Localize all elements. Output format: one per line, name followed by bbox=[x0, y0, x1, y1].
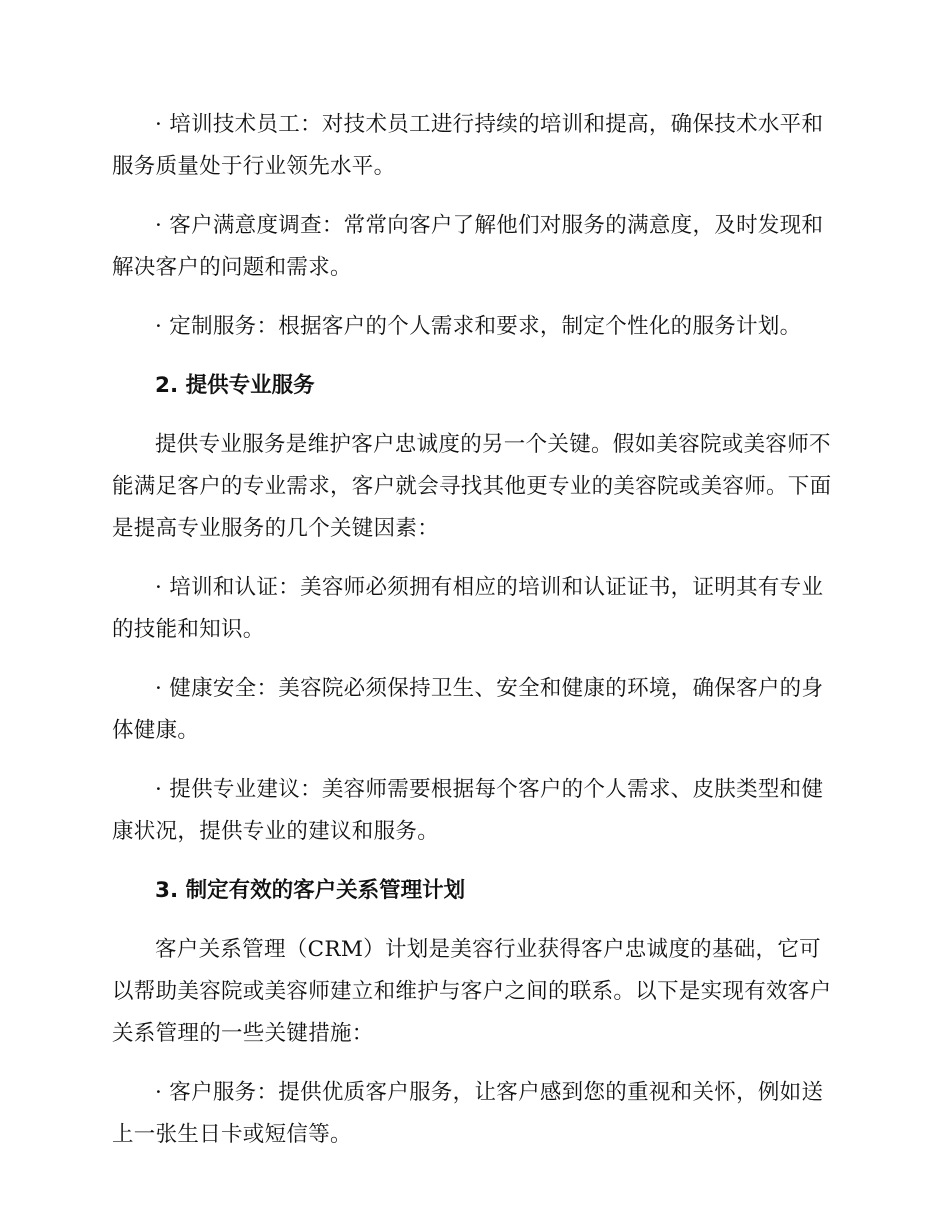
bullet-training-certification: · 培训和认证：美容师必须拥有相应的培训和认证证书，证明其有专业的技能和知识。 bbox=[112, 575, 824, 642]
paragraph-professional-service-intro: 提供专业服务是维护客户忠诚度的另一个关键。假如美容院或美容师不能满足客户的专业需求，客户就会寻找其他更专业的美容院或美容师。下面是提高专业服务的几个关键因素： bbox=[112, 432, 832, 541]
section-heading-professional-service: 2. 提供专业服务 bbox=[155, 373, 315, 398]
bullet-satisfaction-survey: · 客户满意度调查：常常向客户了解他们对服务的满意度，及时发现和解决客户的问题和需求。 bbox=[112, 213, 824, 280]
section-heading-crm-plan: 3. 制定有效的客户关系管理计划 bbox=[155, 878, 466, 903]
bullet-training-staff: · 培训技术员工：对技术员工进行持续的培训和提高，确保技术水平和服务质量处于行业领先水平。 bbox=[112, 112, 824, 179]
paragraph-crm-intro: 客户关系管理（CRM）计划是美容行业获得客户忠诚度的基础，它可以帮助美容院或美容师建立和维护与客户之间的联系。以下是实现有效客户关系管理的一些关键措施： bbox=[112, 937, 832, 1046]
bullet-customer-service: · 客户服务：提供优质客户服务，让客户感到您的重视和关怀，例如送上一张生日卡或短信等。 bbox=[112, 1080, 824, 1147]
bullet-health-safety: · 健康安全：美容院必须保持卫生、安全和健康的环境，确保客户的身体健康。 bbox=[112, 676, 824, 743]
bullet-professional-advice: · 提供专业建议：美容师需要根据每个客户的个人需求、皮肤类型和健康状况，提供专业的建议和服务。 bbox=[112, 777, 824, 844]
bullet-custom-service: · 定制服务：根据客户的个人需求和要求，制定个性化的服务计划。 bbox=[155, 314, 802, 339]
